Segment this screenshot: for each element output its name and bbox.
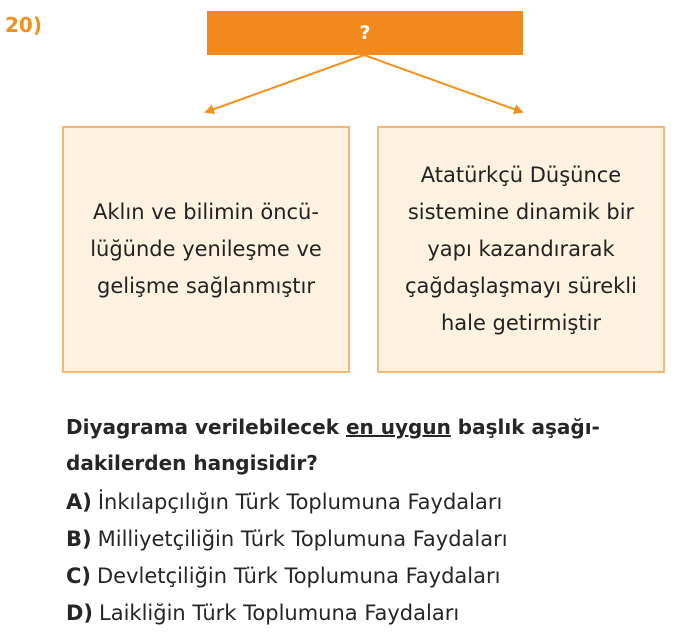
question-number: 20) (5, 13, 42, 37)
option-c-letter: C) (66, 564, 92, 588)
option-d[interactable] (66, 595, 508, 632)
option-d-letter: D) (66, 601, 94, 625)
diagram-arrows (0, 0, 679, 140)
option-c-text: Devletçiliğin Türk Toplumuna Faydaları (97, 564, 501, 588)
option-c[interactable] (66, 558, 508, 595)
right-branch-box (377, 126, 665, 373)
option-a[interactable] (66, 484, 508, 521)
option-d-text: Laikliğin Türk Toplumuna Faydaları (99, 601, 460, 625)
question-text (66, 409, 666, 481)
option-a-text: İnkılapçılığın Türk Toplumuna Faydaları (97, 490, 503, 514)
right-arrow (364, 55, 522, 112)
option-b[interactable] (66, 521, 508, 558)
option-a-letter: A) (66, 490, 92, 514)
answer-options (66, 484, 508, 632)
left-arrow (206, 55, 364, 112)
right-branch-text: Atatürkçü Düşünce sistemine dinamik bir yapı kazandırarak çağdaşlaşmayı sürekli hale getirmiştir (405, 163, 637, 335)
diagram-title-label: ? (359, 22, 371, 44)
question-part-1: Diyagrama verilebilecek (66, 415, 346, 439)
left-branch-text: Aklın ve bilimin öncü- lüğünde yenileşme ve gelişme sağlanmıştır (90, 200, 322, 298)
option-b-text: Milliyetçiliğin Türk Toplumuna Faydaları (97, 527, 508, 551)
left-branch-box (62, 126, 350, 373)
question-part-2: başlık aşağı-dakilerden hangisidir? (66, 415, 600, 475)
question-emphasis: en uygun (345, 415, 451, 439)
option-b-letter: B) (66, 527, 92, 551)
